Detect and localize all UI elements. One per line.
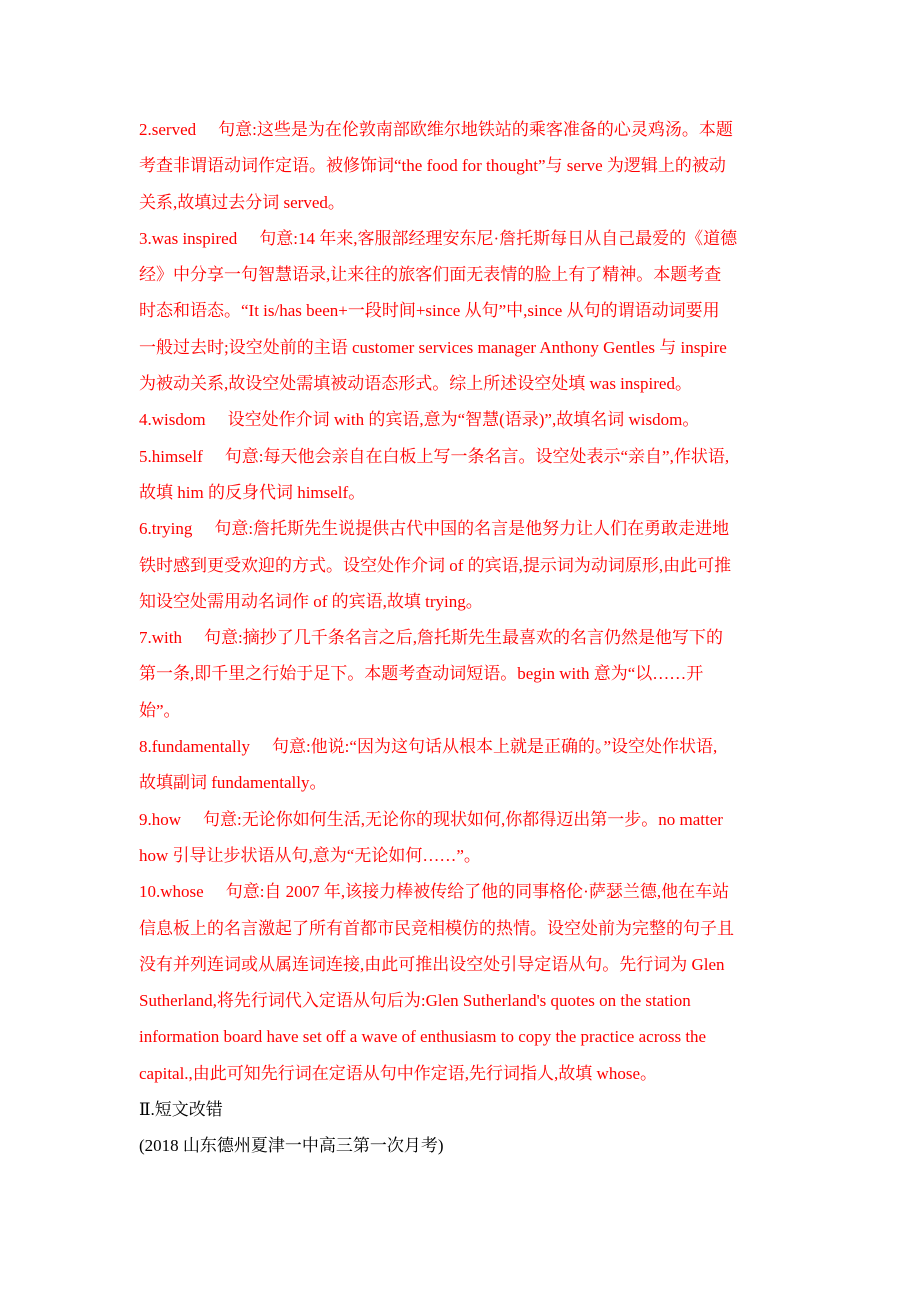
document-page [139, 112, 789, 1165]
answer-text: 没有并列连词或从属连词连接,由此可推出设空处引导定语从句。先行词为 Glen [139, 954, 725, 974]
answer-item-3 [139, 221, 789, 402]
section-source: (2018 山东德州夏津一中高三第一次月考) [139, 1136, 444, 1156]
answer-text: 考查非谓语动词作定语。被修饰词“the food for thought”与 serve 为逻辑上的被动 [139, 156, 726, 176]
answer-text: 知设空处需用动名词作 of 的宾语,故填 trying。 [139, 591, 483, 611]
answer-label: 7.with [139, 628, 182, 648]
answer-text: 始”。 [139, 700, 181, 720]
answer-text: 句意:每天他会亲自在白板上写一条名言。设空处表示“亲自”,作状语, [224, 446, 730, 466]
answer-text: 关系,故填过去分词 served。 [139, 192, 345, 212]
answer-text: 为被动关系,故设空处需填被动语态形式。综上所述设空处填 was inspired。 [139, 374, 692, 394]
answer-label: 8.fundamentally [139, 737, 250, 757]
answer-text: capital.,由此可知先行词在定语从句中作定语,先行词指人,故填 whose。 [139, 1063, 657, 1083]
answer-text: Sutherland,将先行词代入定语从句后为:Glen Sutherland's quotes on the station [139, 991, 691, 1011]
answer-text: how 引导让步状语从句,意为“无论如何……”。 [139, 845, 481, 865]
answer-text: 一般过去时;设空处前的主语 customer services manager Anthony Gentles 与 inspire [139, 337, 727, 357]
answer-item-6 [139, 511, 789, 620]
answer-text: 句意:他说:“因为这句话从根本上就是正确的。”设空处作状语, [271, 737, 718, 757]
answer-text: 铁时感到更受欢迎的方式。设空处作介词 of 的宾语,提示词为动词原形,由此可推 [139, 555, 732, 575]
answer-label: 5.himself [139, 446, 203, 466]
answer-text: 句意:这些是为在伦敦南部欧维尔地铁站的乘客准备的心灵鸡汤。本题 [218, 120, 733, 139]
answer-text: 设空处作介词 with 的宾语,意为“智慧(语录)”,故填名词 wisdom。 [227, 410, 700, 430]
answer-text: 句意:无论你如何生活,无论你的现状如何,你都得迈出第一步。no matter [203, 809, 723, 829]
answer-text: 句意:自 2007 年,该接力棒被传给了他的同事格伦·萨瑟兰德,他在车站 [225, 882, 730, 902]
answer-label: 6.trying [139, 519, 193, 539]
answer-item-7 [139, 620, 789, 729]
answer-item-5 [139, 439, 789, 512]
answer-item-10 [139, 874, 789, 1092]
answer-text: 第一条,即千里之行始于足下。本题考查动词短语。begin with 意为“以……开 [139, 664, 704, 684]
answer-label: 2.served [139, 120, 197, 139]
answer-text: 经》中分享一句智慧语录,让来往的旅客们面无表情的脸上有了精神。本题考查 [139, 265, 722, 285]
answer-item-2 [139, 112, 789, 221]
answer-text: 句意:詹托斯先生说提供古代中国的名言是他努力让人们在勇敢走进地 [214, 519, 730, 539]
answer-text: 句意:摘抄了几千条名言之后,詹托斯先生最喜欢的名言仍然是他写下的 [203, 628, 723, 648]
answer-text: information board have set off a wave of enthusiasm to copy the practice across the [139, 1027, 707, 1047]
answer-item-9 [139, 802, 789, 875]
answer-item-8 [139, 729, 789, 802]
answer-label: 10.whose [139, 882, 204, 902]
answer-text: 故填 him 的反身代词 himself。 [139, 482, 366, 502]
answer-label: 9.how [139, 809, 182, 829]
answer-text: 句意:14 年来,客服部经理安东尼·詹托斯每日从自己最爱的《道德 [259, 228, 738, 248]
answer-label: 3.was inspired [139, 228, 238, 248]
answer-item-4 [139, 402, 789, 438]
answer-text: 信息板上的名言激起了所有首都市民竞相模仿的热情。设空处前为完整的句子且 [139, 918, 734, 938]
answer-label: 4.wisdom [139, 410, 206, 430]
answer-text: 时态和语态。“It is/has been+一段时间+since 从句”中,since 从句的谓语动词要用 [139, 301, 720, 321]
answer-text: 故填副词 fundamentally。 [139, 773, 327, 793]
section-heading: Ⅱ.短文改错 [139, 1100, 223, 1120]
